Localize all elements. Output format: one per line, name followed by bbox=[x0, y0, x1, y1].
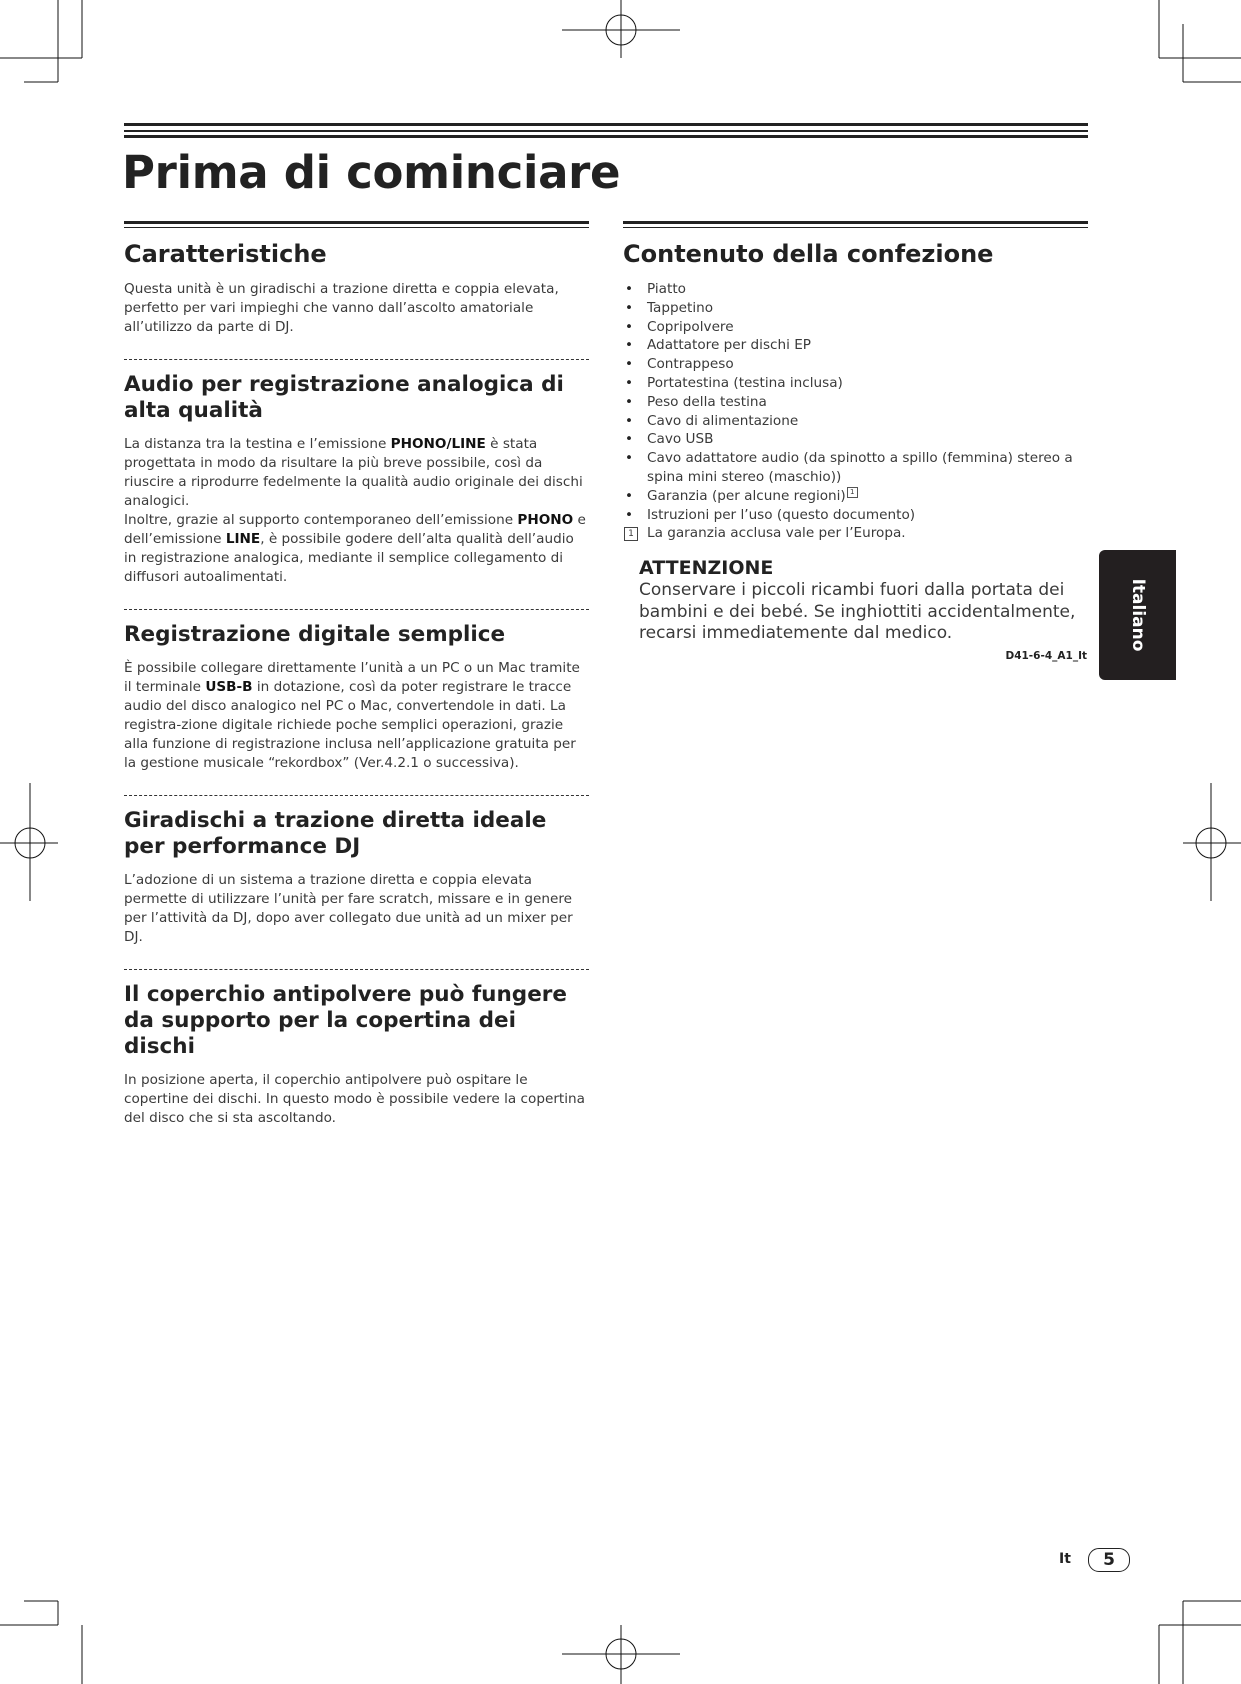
section-rule bbox=[124, 221, 589, 224]
section-caratteristiche bbox=[124, 241, 589, 337]
footnote bbox=[623, 524, 1088, 543]
package-contents-list bbox=[623, 280, 1088, 524]
section-heading: Contenuto della confezione bbox=[623, 240, 994, 268]
dashed-divider bbox=[124, 795, 589, 796]
dashed-divider bbox=[124, 359, 589, 360]
title-rule bbox=[124, 123, 1088, 138]
dashed-divider bbox=[124, 609, 589, 610]
dashed-divider bbox=[124, 969, 589, 970]
list-item: • Copripolvere bbox=[623, 318, 1088, 337]
list-item: • Tappetino bbox=[623, 299, 1088, 318]
list-item: • Cavo di alimentazione bbox=[623, 412, 1088, 431]
list-item: • Garanzia (per alcune regioni) 1 bbox=[623, 487, 1088, 506]
language-tab-label: Italiano bbox=[1127, 578, 1148, 652]
section-registrazione-digitale bbox=[124, 622, 589, 773]
list-item: • Peso della testina bbox=[623, 393, 1088, 412]
section-heading: Registrazione digitale semplice bbox=[124, 622, 506, 647]
left-column bbox=[124, 221, 589, 1128]
language-tab bbox=[1099, 550, 1176, 680]
list-item: • Portatestina (testina inclusa) bbox=[623, 374, 1088, 393]
list-item: • Cavo adattatore audio (da spinotto a spillo (femmina) stereo a spina mini stereo (maschio)) bbox=[623, 449, 1088, 487]
list-item: • Istruzioni per l’uso (questo documento) bbox=[623, 506, 1088, 525]
right-column bbox=[623, 221, 1088, 662]
section-trazione-diretta bbox=[124, 808, 589, 947]
footer-language: It bbox=[1059, 1551, 1071, 1567]
list-item: • Piatto bbox=[623, 280, 1088, 299]
section-coperchio bbox=[124, 982, 589, 1128]
section-body: È possibile collegare direttamente l’unità a un PC o un Mac tramite il terminale USB-B in dotazione, così da poter registrare le tracce audio del disco analogico nel PC o Mac, convertendole in dati. La registra-zione digitale richiede poche semplici operazioni, grazie alla funzione di registrazione inclusa nell’applicazione gratuita per la gestione musicale “rekordbox” (Ver.4.2.1 o successiva). bbox=[124, 660, 580, 771]
caution-text: Conservare i piccoli ricambi fuori dalla portata dei bambini e dei bebé. Se inghiottiti accidentalmente, recarsi immediatemente dal medico. bbox=[639, 580, 1076, 644]
section-rule-thin bbox=[124, 227, 589, 228]
footnote-text: La garanzia acclusa vale per l’Europa. bbox=[647, 525, 906, 542]
list-item: • Adattatore per dischi EP bbox=[623, 336, 1088, 355]
page-number: 5 bbox=[1088, 1548, 1130, 1572]
section-body: Questa unità è un giradischi a trazione diretta e coppia elevata, perfetto per vari impieghi che vanno dall’ascolto amatoriale all’utilizzo da parte di DJ. bbox=[124, 281, 559, 335]
section-rule-thin bbox=[623, 227, 1088, 228]
list-item: • Cavo USB bbox=[623, 430, 1088, 449]
caution-title: ATTENZIONE bbox=[639, 557, 774, 580]
section-heading: Caratteristiche bbox=[124, 240, 327, 268]
section-audio-analogica bbox=[124, 372, 589, 587]
section-rule bbox=[623, 221, 1088, 224]
section-body: L’adozione di un sistema a trazione diretta e coppia elevata permette di utilizzare l’unità per fare scratch, missare e in genere per l’attività da DJ, dopo aver collegato due unità ad un mixer per DJ. bbox=[124, 872, 573, 945]
page-title: Prima di cominciare bbox=[122, 146, 621, 199]
section-body: La distanza tra la testina e l’emissione PHONO/LINE è stata progettata in modo da risultare la più breve possibile, così da riuscire a riprodurre fedelmente la qualità audio originale dei dischi analogici. Inoltre, grazie al supporto contemporaneo dell’emissione PHONO e dell’emissione LINE, è possibile godere dell’alta qualità dell’audio in registrazione analogica, mediante il semplice collegamento di diffusori autoalimentati. bbox=[124, 436, 586, 585]
section-heading: Il coperchio antipolvere può fungere da supporto per la copertina dei dischi bbox=[124, 982, 567, 1059]
caution-block bbox=[639, 557, 1088, 662]
section-body: In posizione aperta, il coperchio antipolvere può ospitare le copertine dei dischi. In questo modo è possibile vedere la copertina del disco che si sta ascoltando. bbox=[124, 1072, 585, 1126]
footnote-ref: 1 bbox=[847, 487, 858, 498]
section-heading: Giradischi a trazione diretta ideale per performance DJ bbox=[124, 808, 547, 859]
section-heading: Audio per registrazione analogica di alta qualità bbox=[124, 372, 564, 423]
list-item: • Contrappeso bbox=[623, 355, 1088, 374]
footnote-marker: 1 bbox=[624, 527, 638, 541]
caution-code: D41-6-4_A1_It bbox=[1005, 649, 1087, 662]
